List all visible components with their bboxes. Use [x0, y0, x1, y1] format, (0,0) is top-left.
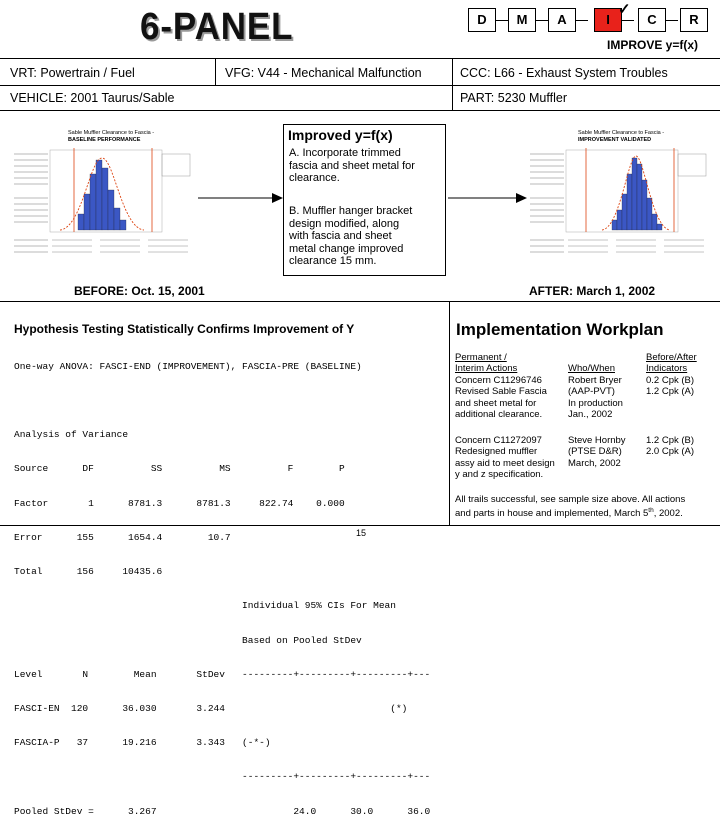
text-line: additional clearance. [455, 409, 543, 421]
anova-output [14, 338, 430, 828]
anova-line: Pooled StDev = 3.267 24.0 30.0 36.0 [14, 805, 431, 817]
row2-action [455, 435, 555, 481]
text-line: (PTSE D&R) [568, 446, 622, 458]
text-line: (AAP-PVT) [568, 386, 615, 398]
dmaic-phase-bar [468, 1, 718, 34]
divider [452, 58, 453, 110]
anova-line: ---------+---------+---------+--- [14, 771, 431, 783]
header-line: Permanent / [455, 352, 507, 363]
row1-action [455, 375, 547, 421]
ccc-field: CCC: L66 - Exhaust System Troubles [460, 66, 668, 80]
text-line [455, 505, 685, 520]
before-capability-chart [12, 124, 192, 262]
vfg-field: VFG: V44 - Mechanical Malfunction [225, 66, 422, 80]
text-line: 1.2 Cpk (B) [646, 435, 695, 446]
row1-who-when [568, 375, 623, 421]
text-line: March, 2002 [568, 457, 621, 469]
text-line: All trails successful, see sample size above. All actions [455, 494, 686, 505]
divider [0, 110, 720, 111]
before-date: BEFORE: Oct. 15, 2001 [74, 284, 205, 298]
phase-connector [496, 20, 508, 21]
action-b-text [289, 205, 441, 268]
after-capability-chart [528, 124, 708, 262]
anova-line: Level N Mean StDev ---------+---------+---------+--- [14, 668, 431, 680]
anova-line [14, 395, 430, 406]
hypothesis-title: Hypothesis Testing Statistically Confirms Improvement of Y [14, 322, 355, 336]
indicators-header [646, 352, 697, 375]
text-line: Robert Bryer [568, 375, 622, 386]
phase-c-box: C [638, 8, 666, 32]
header-line: Interim Actions [455, 363, 518, 375]
text-line: 2.0 Cpk (A) [646, 446, 695, 458]
superscript: th [648, 507, 654, 515]
text-line: metal change improved [289, 242, 404, 255]
text-line: A. Incorporate trimmed [289, 147, 401, 159]
vrt-field: VRT: Powertrain / Fuel [10, 66, 135, 80]
phase-d-box: D [468, 8, 496, 32]
phase-connector [536, 20, 548, 21]
actions-header [455, 352, 517, 375]
text-line: y and z specification. [455, 469, 544, 481]
phase-connector [622, 20, 634, 21]
phase-m-box: M [508, 8, 536, 32]
action-a-text [289, 147, 441, 185]
phase-connector [576, 20, 588, 21]
divider [215, 58, 216, 85]
row2-who-when [568, 435, 626, 469]
text-line: Jan., 2002 [568, 409, 613, 421]
text-line: 1.2 Cpk (A) [646, 386, 695, 398]
arrow-right-icon [196, 188, 286, 208]
anova-line: FASCI-EN 120 36.030 3.244 (*) [14, 702, 408, 714]
vehicle-field: VEHICLE: 2001 Taurus/Sable [10, 91, 175, 105]
text-line: Concern C11296746 [455, 375, 542, 386]
phase-r-box: R [680, 8, 708, 32]
workplan-title: Implementation Workplan [456, 320, 664, 339]
anova-line: Factor 1 8781.3 8781.3 822.74 0.000 [14, 497, 345, 509]
row2-indicators [646, 435, 694, 458]
divider [0, 301, 720, 302]
page-title: 6-PANEL [140, 6, 294, 48]
text-line: In production [568, 397, 623, 409]
page-number: 15 [356, 528, 367, 538]
chart-title: Sable Muffler Clearance to Fascia - [68, 130, 155, 136]
text-line: Redesigned muffler [455, 446, 538, 458]
anova-line: Error 155 1654.4 10.7 [14, 531, 231, 543]
divider [0, 85, 720, 86]
phase-i-box-active: I [594, 8, 622, 32]
anova-line: Individual 95% CIs For Mean [14, 600, 396, 612]
part-field: PART: 5230 Muffler [460, 91, 568, 105]
header-line: Indicators [646, 363, 688, 375]
text-line: clearance 15 mm. [289, 255, 377, 267]
divider [449, 301, 450, 526]
checkmark-icon: ✓ [618, 1, 631, 18]
who-when-header: Who/When [568, 363, 615, 374]
phase-label: IMPROVE y=f(x) [607, 38, 699, 52]
text-line: Concern C11272097 [455, 435, 542, 446]
header-line: Before/After [646, 352, 697, 363]
text-line: assy aid to meet design [455, 457, 555, 469]
callout-heading: Improved y=f(x) [288, 127, 393, 143]
text-line: with fascia and sheet [289, 230, 392, 242]
text-span: and parts in house and implemented, March 5 [455, 508, 649, 520]
workplan-footer [455, 494, 685, 520]
chart-title: BASELINE PERFORMANCE [68, 137, 141, 143]
text-span: , 2002. [653, 508, 683, 520]
improvement-callout [283, 124, 446, 276]
anova-line: Based on Pooled StDev [14, 634, 362, 646]
text-line: 0.2 Cpk (B) [646, 375, 695, 386]
anova-line: Analysis of Variance [14, 429, 129, 441]
row1-indicators [646, 375, 694, 398]
text-line: B. Muffler hanger bracket [289, 205, 413, 217]
arrow-right-icon [446, 188, 532, 208]
text-line: clearance. [289, 172, 340, 184]
text-line: Revised Sable Fascia [455, 386, 547, 398]
anova-line: FASCIA-P 37 19.216 3.343 (-*-) [14, 737, 271, 749]
chart-title: IMPROVEMENT VALIDATED [578, 137, 652, 143]
anova-line: Source DF SS MS F P [14, 463, 345, 475]
phase-a-box: A [548, 8, 576, 32]
text-line: design modified, along [289, 217, 400, 230]
text-line: fascia and sheet metal for [289, 159, 415, 172]
text-line: and sheet metal for [455, 397, 537, 409]
anova-line: Total 156 10435.6 [14, 566, 163, 578]
divider [0, 58, 720, 59]
phase-connector [666, 20, 678, 21]
text-line: Steve Hornby [568, 435, 626, 446]
after-date: AFTER: March 1, 2002 [529, 284, 656, 298]
anova-line: One-way ANOVA: FASCI-END (IMPROVEMENT), FASCIA-PRE (BASELINE) [14, 360, 362, 372]
chart-title: Sable Muffler Clearance to Fascia - [578, 130, 665, 136]
